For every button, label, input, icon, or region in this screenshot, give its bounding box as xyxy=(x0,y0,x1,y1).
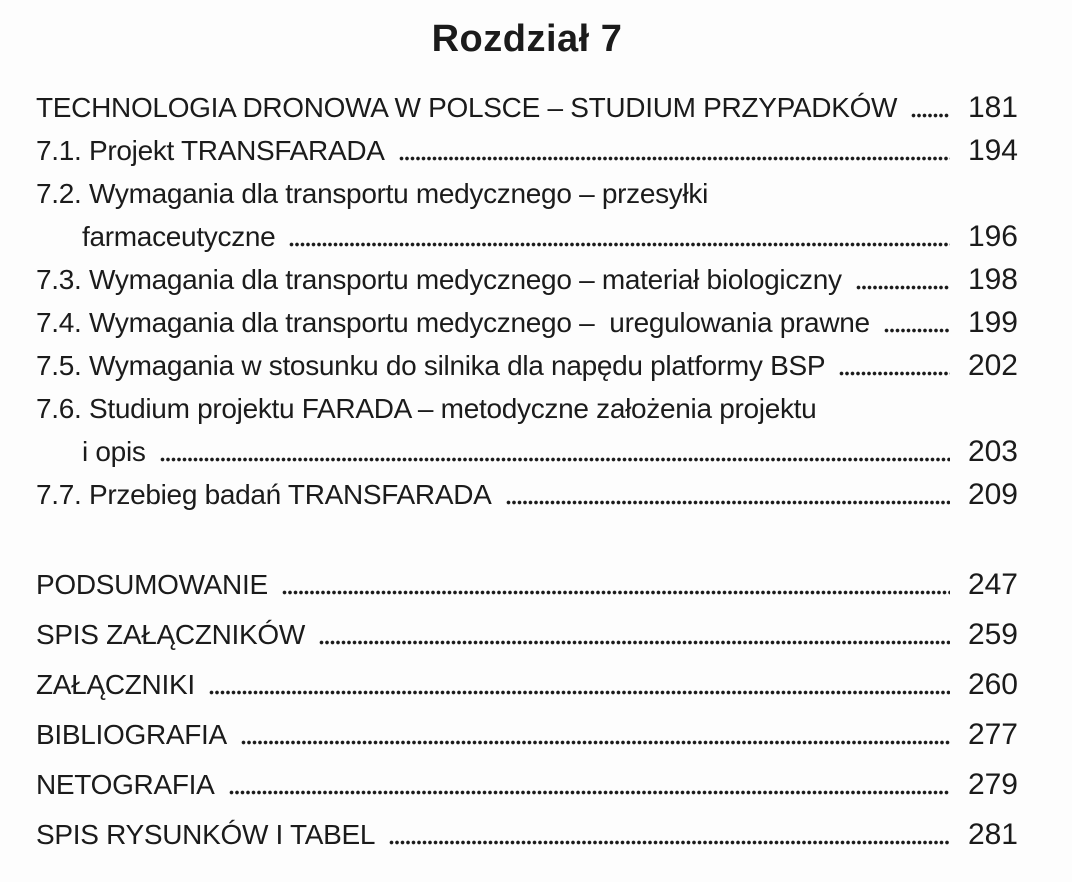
toc-entry xyxy=(36,430,1018,473)
toc-entry-page-number: 277 xyxy=(967,717,1018,751)
toc-entry xyxy=(36,172,1018,215)
toc-entry xyxy=(36,706,1018,756)
toc-entry xyxy=(36,473,1018,516)
toc-entry-label: 7.7. Przebieg badań TRANSFARADA xyxy=(36,478,492,510)
toc-entry-label: farmaceutyczne xyxy=(82,220,276,252)
dot-leader xyxy=(506,500,950,505)
toc-entry xyxy=(36,301,1018,344)
toc-entry xyxy=(36,756,1018,806)
dot-leader xyxy=(856,285,950,290)
dot-leader xyxy=(282,590,950,595)
back-matter-toc-list xyxy=(36,556,1018,856)
toc-entry xyxy=(36,258,1018,301)
dot-leader xyxy=(289,242,950,247)
toc-entry-page-number: 279 xyxy=(967,767,1018,801)
toc-entry-label: 7.2. Wymagania dla transportu medycznego – przesyłki xyxy=(36,177,709,209)
toc-entry-label: TECHNOLOGIA DRONOWA W POLSCE – STUDIUM PRZYPADKÓW xyxy=(36,91,898,123)
toc-entry-page-number: 259 xyxy=(967,617,1018,651)
chapter-heading: Rozdział 7 xyxy=(431,18,623,60)
toc-entry-page-number: 209 xyxy=(967,477,1018,511)
toc-entry-page-number: 281 xyxy=(967,817,1018,851)
dot-leader xyxy=(319,640,950,645)
toc-entry-label: 7.3. Wymagania dla transportu medycznego – materiał biologiczny xyxy=(36,263,842,295)
toc-entry-label: i opis xyxy=(82,435,146,467)
toc-entry xyxy=(36,86,1018,129)
toc-entry-page-number: 202 xyxy=(967,348,1018,382)
dot-leader xyxy=(884,328,950,333)
dot-leader xyxy=(839,371,950,376)
dot-leader xyxy=(389,840,950,845)
toc-entry-label: 7.4. Wymagania dla transportu medycznego – uregulowania prawne xyxy=(36,306,870,338)
toc-entry-label: ZAŁĄCZNIKI xyxy=(36,668,195,700)
toc-entry xyxy=(36,215,1018,258)
dot-leader xyxy=(229,790,950,795)
toc-entry-page-number: 260 xyxy=(967,667,1018,701)
dot-leader xyxy=(399,156,950,161)
toc-entry-label: BIBLIOGRAFIA xyxy=(36,718,227,750)
toc-entry xyxy=(36,344,1018,387)
dot-leader xyxy=(160,457,950,462)
dot-leader xyxy=(209,690,950,695)
toc-entry xyxy=(36,129,1018,172)
toc-entry-page-number: 181 xyxy=(967,90,1018,124)
toc-entry-label: 7.1. Projekt TRANSFARADA xyxy=(36,134,385,166)
toc-entry-label: SPIS ZAŁĄCZNIKÓW xyxy=(36,618,306,650)
toc-entry-label: SPIS RYSUNKÓW I TABEL xyxy=(36,818,376,850)
toc-entry-page-number: 196 xyxy=(967,219,1018,253)
toc-entry xyxy=(36,656,1018,706)
toc-entry-label: NETOGRAFIA xyxy=(36,768,215,800)
toc-entry xyxy=(36,606,1018,656)
toc-entry-page-number: 247 xyxy=(967,567,1018,601)
toc-entry xyxy=(36,387,1018,430)
toc-entry-page-number: 203 xyxy=(967,434,1018,468)
toc-entry-label: 7.6. Studium projektu FARADA – metodyczne założenia projektu xyxy=(36,392,817,424)
toc-entry-label: 7.5. Wymagania w stosunku do silnika dla napędu platformy BSP xyxy=(36,349,826,381)
toc-entry-page-number: 199 xyxy=(967,305,1018,339)
toc-entry xyxy=(36,806,1018,856)
dot-leader xyxy=(911,113,950,118)
chapter-toc-list xyxy=(36,86,1018,516)
toc-entry-page-number: 194 xyxy=(967,133,1018,167)
toc-entry xyxy=(36,556,1018,606)
dot-leader xyxy=(241,740,950,745)
toc-entry-page-number: 198 xyxy=(967,262,1018,296)
toc-entry-label: PODSUMOWANIE xyxy=(36,568,268,600)
